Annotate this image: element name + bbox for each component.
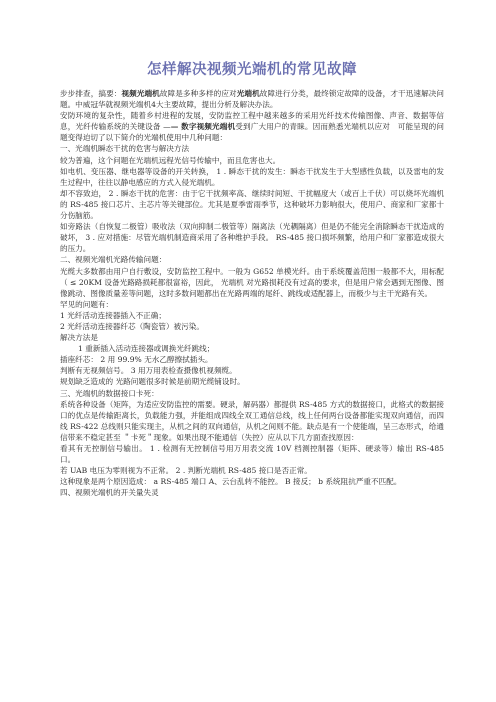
paragraph-text: 受到广大用户的青睐。因而熟悉光端机以应对 可能呈现的问题变得迫切了以下简介的光端机使用中几种问题：: [60, 122, 444, 143]
paragraph-text: 却不容致迫， 2 . 瞬态干扰的危害：由于它干扰频率高、继续时间短、干扰幅度大（或百上千伏）可以烧坏光端机的 RS-485 接口芯片、主芯片等关键部位。尤其是夏季雷雨季节，这种破坏力影响很大，使用户、商家和厂家都十分伤脑筋。: [60, 188, 444, 221]
paragraph: [60, 343, 444, 354]
paragraph-text: 较为普遍，这个问题在光端机远程光信号传输中，而且危害也大。: [60, 155, 281, 165]
paragraph: [60, 443, 444, 465]
paragraph-text: 系统各种设备（矩阵，为适应安防监控的需要。硬录，解码器）都提供 RS-485 方式的数据接口，此格式的数据接口的优点是传输距离长，负载能力强，并能组成四线全双工通信总线，线上任何两台设备都能实现双向通信，而四线 RS-422 总线则只能实现主，从机之间的双向通信，从机之间则不能。缺点是有一个使能端，呈三态形式，给通信带来不稳定甚至 ＂卡死＂现象。如果出现不能通信（失控）应从以下几方面查找原因：: [60, 399, 444, 442]
paragraph: [60, 376, 444, 387]
paragraph: [60, 166, 444, 188]
paragraph-text: 规划缺乏造成的 光路问题很多时候是前期光缆铺设时。: [60, 377, 245, 387]
paragraph: [60, 155, 444, 166]
paragraph-text: 如旁路法（自恢复二极管）吸收法（双向抑制二极管等）隔离法（光耦隔离）但是仍不能完全消除瞬态干扰造成的破坏， 3 . 应对措施：尽管光端机制造商采用了各种维护手段。 RS-485 接口损坏频繁，给用户和厂家都造成很大的压力。: [60, 222, 444, 254]
paragraph-text: 1 重新插入活动连接器或调换光纤跳线；: [78, 344, 215, 354]
paragraph: [60, 254, 444, 265]
paragraph-text: 故障是多种多样的应对: [159, 89, 237, 98]
paragraph: [60, 88, 444, 110]
bold-text: — 数字视频光端机: [170, 122, 236, 132]
paragraph-text: 看其有无控制信号输出。 1 . 检测有无控制信号用万用表交流 10V 档测控制器（矩阵、硬录等）输出 RS-485 口。: [60, 444, 444, 465]
page-title: 怎样解决视频光端机的常见故障: [147, 62, 357, 78]
paragraph-text: 若 UAB 电压为零则视为不正常。 2 . 判断光端机 RS-485 接口是否正常。: [60, 466, 312, 476]
paragraph: [60, 365, 444, 376]
paragraph-text: 四、视频光端机的开关量失灵: [60, 488, 159, 498]
paragraph-text: 故障进行分类，最终锁定故障的设备，才干迅速解决问题。中威冠华就视频光端机4大主要故障，提出分析及解决办法。: [60, 89, 445, 110]
paragraph-text: 插座纤芯： 2 用 99.9% 无水乙醇擦拭插头。: [60, 355, 213, 365]
bold-text: 视频光端机: [121, 89, 160, 98]
document-body: [60, 88, 444, 498]
paragraph: [60, 266, 444, 299]
paragraph: [60, 188, 444, 221]
paragraph-text: 这种现象是两个原因造成： a RS-485 端口 A、云台乱转不能控。 B 接反； b 系统阻抗严重不匹配。: [60, 477, 402, 487]
paragraph-text: 判断有无视频信号。 3 用万用表检查摄像机视频缆。: [60, 366, 237, 376]
paragraph: [60, 476, 444, 487]
paragraph: [60, 487, 444, 498]
paragraph: [60, 321, 444, 332]
paragraph: [60, 310, 444, 321]
paragraph-text: 三、光端机的数据接口卡死：: [60, 388, 159, 398]
paragraph: [60, 332, 444, 343]
paragraph-text: 安防环境的复杂性，随着乡村进程的发展，安防监控工程中越来越多的采用光纤技术传输图像、声音、数据等信息，光纤传输系统的关键设备 —: [60, 111, 444, 132]
paragraph-text: 步步排查，搞要：: [60, 89, 122, 98]
paragraph-text: 一、光端机瞬态干扰的危害与解决方法: [60, 144, 190, 154]
paragraph-text: 解决方法是: [60, 333, 98, 343]
paragraph-text: 罕见的问题有：: [60, 299, 114, 309]
paragraph-text: 1 光纤活动连接器插入不正确；: [60, 310, 166, 320]
paragraph: [60, 299, 444, 310]
paragraph-text: 如电机、变压器、继电器等设备的开关转换， 1 . 瞬态干扰的发生：瞬态干扰发生于大型感性负载，以及雷电的发生过程中，往往以静电感应的方式入侵光端机。: [60, 166, 444, 187]
paragraph: [60, 388, 444, 399]
paragraph-text: 光缆大多数都由用户自行敷设，安防监控工程中。一般为 G652 单模光纤。由于系统覆盖范围一般都不大，用标配（ ≤ 20KM 设备光路路损耗都很富裕，因此， 光端机 对光路损耗没有过高的要求，但是用户常会遇到无图像、图像跳动、图像质量差等问题，这时多数问题都出在光路两端的尾纤、跳线或适配器上，而极少与主干光路有关。: [60, 266, 444, 298]
paragraph-text: 二、视频光端机光路传输问题：: [60, 255, 167, 265]
paragraph: [60, 143, 444, 154]
paragraph: [60, 110, 444, 143]
paragraph-text: 2 光纤活动连接器纤芯（陶瓷管）被污染。: [60, 321, 204, 331]
paragraph: [60, 465, 444, 476]
paragraph: [60, 354, 444, 365]
paragraph: [60, 399, 444, 443]
bold-text: 光端机: [236, 89, 260, 98]
paragraph: [60, 221, 444, 254]
